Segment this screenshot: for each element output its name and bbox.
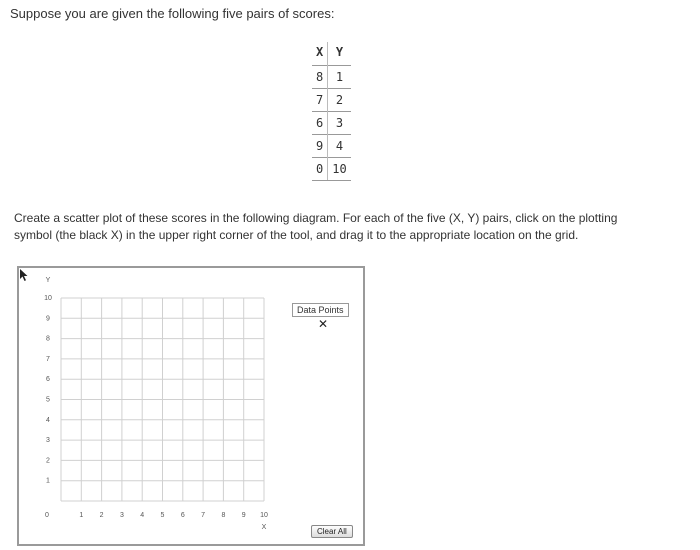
y-tick-label: 3 — [46, 437, 50, 445]
cell-x: 8 — [312, 66, 328, 89]
x-header: X — [312, 42, 328, 66]
table-row — [312, 112, 351, 135]
cell-x: 7 — [312, 89, 328, 112]
x-tick-label: 6 — [180, 512, 185, 519]
x-tick-label: 3 — [119, 512, 124, 519]
instructions-text: Create a scatter plot of these scores in the following diagram. For each of the five (X, Y) pairs, click on the plotting symbol (the black X) in the upper right corner of the tool, and drag it to the appropriate location on the grid. — [14, 211, 618, 242]
mouse-cursor-icon — [19, 268, 29, 282]
data-points-label: Data Points — [292, 303, 349, 317]
intro-text: Suppose you are given the following five pairs of scores: — [10, 6, 335, 21]
x-tick-label: 9 — [241, 512, 246, 519]
scatter-plot-tool — [17, 266, 365, 546]
cell-y: 3 — [328, 112, 351, 135]
table-row — [312, 66, 351, 89]
y-tick-label: 9 — [46, 315, 50, 323]
x-tick-label: 4 — [140, 512, 145, 519]
cell-x: 9 — [312, 135, 328, 158]
x-tick-label: 0 — [45, 512, 49, 519]
cell-x: 6 — [312, 112, 328, 135]
cell-y: 4 — [328, 135, 351, 158]
cell-y: 1 — [328, 66, 351, 89]
y-header: Y — [335, 45, 344, 59]
y-tick-label: 10 — [44, 295, 52, 302]
y-tick-label: 4 — [46, 416, 50, 424]
y-axis-label: Y — [45, 277, 51, 284]
y-tick-label: 2 — [46, 457, 50, 465]
x-tick-label: 10 — [260, 512, 268, 519]
plot-symbol-icon[interactable]: ✕ — [318, 317, 329, 331]
cell-y: 10 — [328, 158, 351, 181]
y-tick-label: 6 — [46, 376, 50, 384]
x-tick-label: 7 — [201, 512, 206, 519]
cell-y: 2 — [328, 89, 351, 112]
x-tick-label: 2 — [99, 512, 104, 519]
clear-all-button[interactable]: Clear All — [311, 525, 353, 538]
y-tick-label: 8 — [46, 335, 50, 343]
y-tick-label: 1 — [46, 477, 50, 485]
x-tick-label: 8 — [221, 512, 226, 519]
cell-x: 0 — [312, 158, 328, 181]
y-tick-label: 5 — [46, 396, 50, 404]
table-row — [312, 158, 351, 181]
table-row — [312, 135, 351, 158]
y-tick-label: 7 — [46, 355, 50, 363]
x-tick-label: 5 — [160, 512, 165, 519]
table-row — [312, 89, 351, 112]
x-axis-label: X — [261, 524, 267, 531]
scores-table — [312, 42, 351, 181]
x-tick-label: 1 — [79, 512, 84, 519]
